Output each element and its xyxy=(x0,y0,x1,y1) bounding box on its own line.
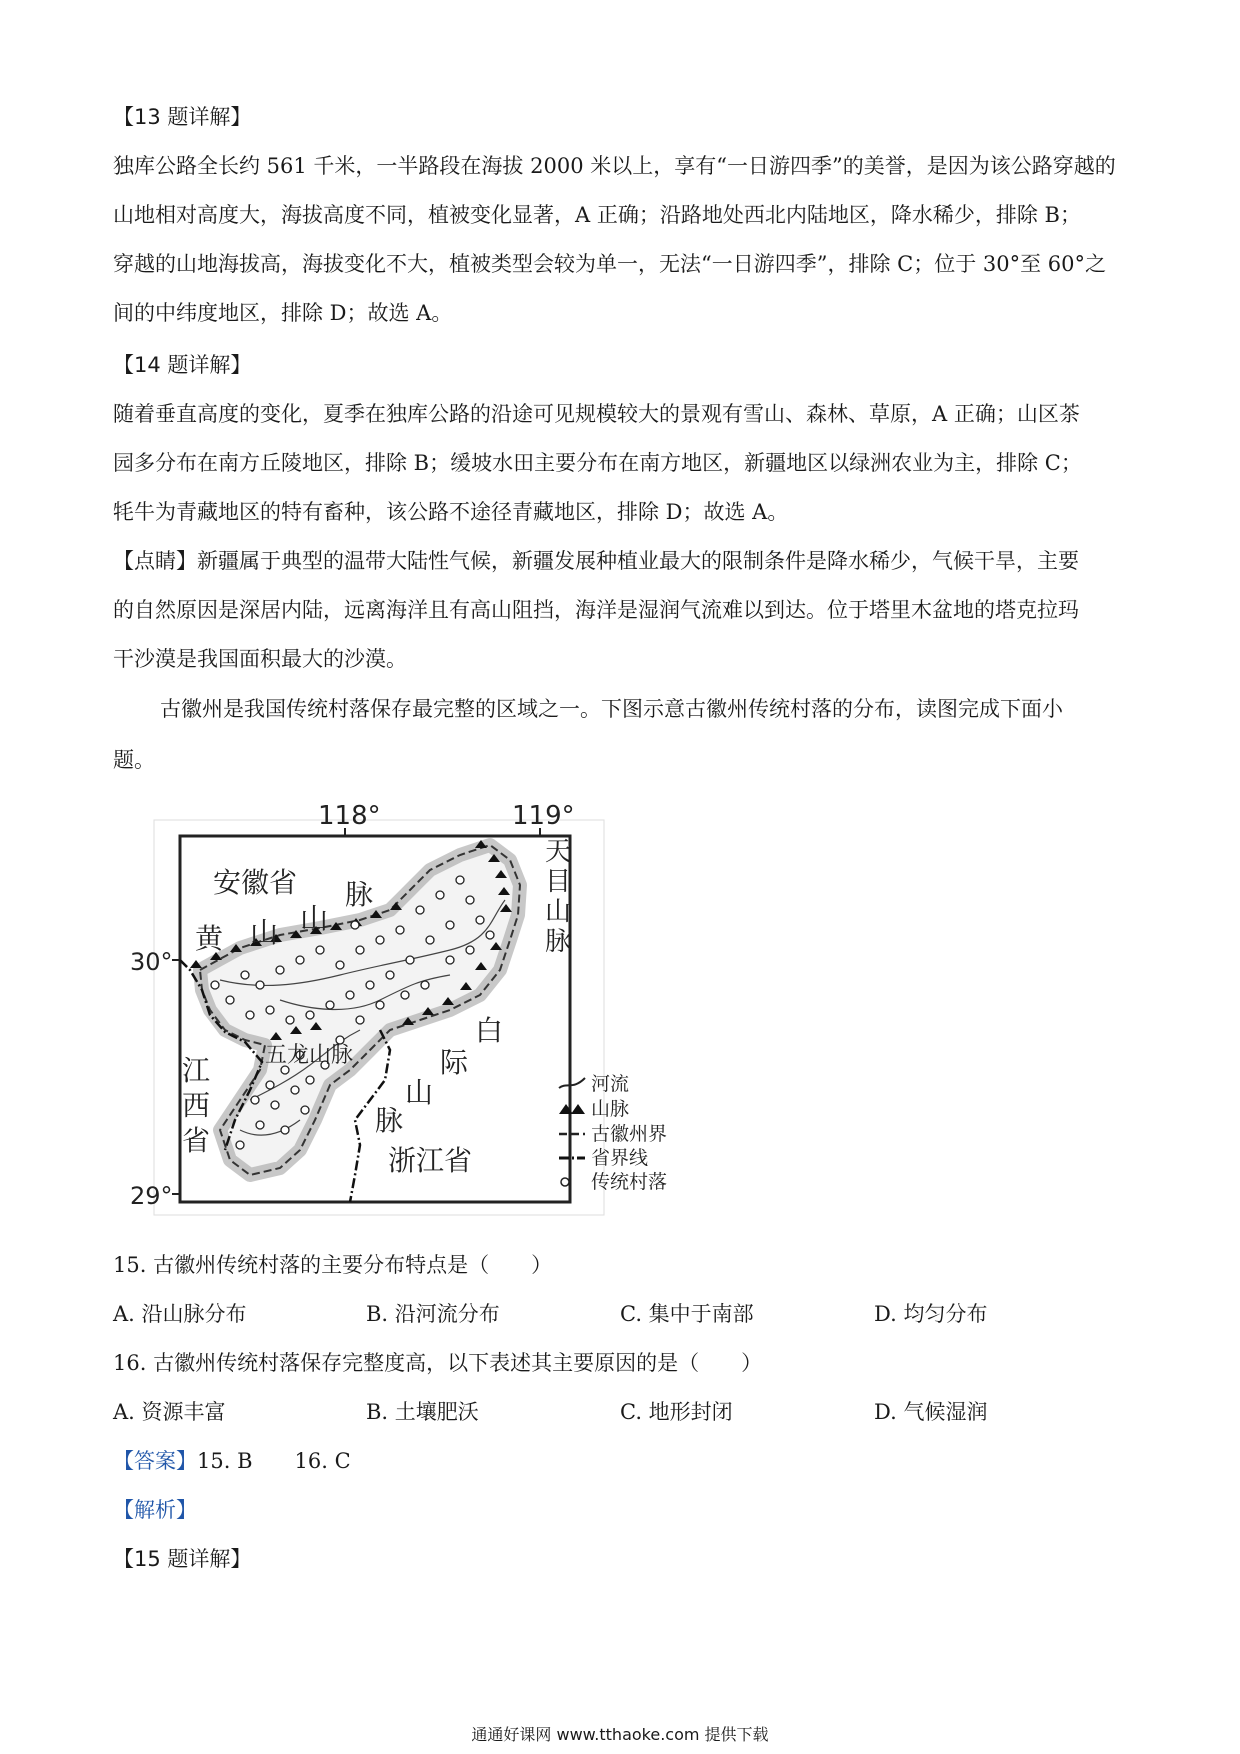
answer-text: 15. B 16. C xyxy=(197,1449,351,1473)
dianjing-line-3: 干沙漠是我国面积最大的沙漠。 xyxy=(113,647,407,671)
label-huangshan-2: 山 xyxy=(250,916,279,949)
answer-line xyxy=(113,1446,351,1476)
q13-line-2: 山地相对高度大，海拔高度不同，植被变化显著，A 正确；沿路地处西北内陆地区，降水稀少，排除 B； xyxy=(113,203,1081,227)
answer-label: 【答案】 xyxy=(113,1449,197,1473)
q13-line-3: 穿越的山地海拔高，海拔变化不大，植被类型会较为单一，无法“一日游四季”，排除 C；位于 30°至 60°之 xyxy=(113,252,1107,276)
q16-stem: 16. 古徽州传统村落保存完整度高，以下表述其主要原因的是（ ） xyxy=(113,1351,763,1375)
analysis-label: 【解析】 xyxy=(113,1498,197,1522)
lat-label-29: 29° xyxy=(130,1182,173,1210)
label-tianmu-4: 脉 xyxy=(545,927,572,957)
label-tianmu-2: 目 xyxy=(545,867,572,897)
q15-option-c[interactable]: C. 集中于南部 xyxy=(620,1302,754,1326)
q16-option-c[interactable]: C. 地形封闭 xyxy=(620,1400,733,1424)
dianjing-label: 【点睛】 xyxy=(113,549,197,573)
legend-mountain: 山脉 xyxy=(591,1098,630,1120)
q13-line-4: 间的中纬度地区，排除 D；故选 A。 xyxy=(113,301,453,325)
intro-line-2: 题。 xyxy=(113,748,155,772)
dianjing-line-2: 的自然原因是深居内陆，远离海洋且有高山阻挡，海洋是湿润气流难以到达。位于塔里木盆地的塔克拉玛 xyxy=(113,598,1079,622)
label-tianmu-3: 山 xyxy=(545,897,572,927)
q15-stem: 15. 古徽州传统村落的主要分布特点是（ ） xyxy=(113,1253,553,1277)
label-jiangxi-1: 江 xyxy=(182,1054,211,1087)
q14-line-1: 随着垂直高度的变化，夏季在独库公路的沿途可见规模较大的景观有雪山、森林、草原，A 正确；山区茶 xyxy=(113,402,1080,426)
lon-label-118: 118° xyxy=(318,801,381,831)
q13-line-1: 独库公路全长约 561 千米，一半路段在海拔 2000 米以上，享有“一日游四季”的美誉，是因为该公路穿越的 xyxy=(113,154,1116,178)
legend-river-symbol xyxy=(559,1078,585,1088)
legend-river: 河流 xyxy=(591,1073,630,1095)
intro-line-1: 古徽州是我国传统村落保存最完整的区域之一。下图示意古徽州传统村落的分布，读图完成下面小 xyxy=(160,697,1063,721)
q15-option-d[interactable]: D. 均匀分布 xyxy=(874,1302,988,1326)
q14-line-2: 园多分布在南方丘陵地区，排除 B；缓坡水田主要分布在南方地区，新疆地区以绿洲农业为主，排除 C； xyxy=(113,451,1082,475)
q14-heading: 【14 题详解】 xyxy=(113,353,252,377)
q16-option-a[interactable]: A. 资源丰富 xyxy=(113,1400,226,1424)
q16-option-b[interactable]: B. 土壤肥沃 xyxy=(366,1400,479,1424)
label-anhui: 安徽省 xyxy=(213,866,298,899)
label-jiangxi-2: 西 xyxy=(182,1089,211,1122)
legend-mountain-symbol xyxy=(559,1104,585,1114)
label-jiangxi-3: 省 xyxy=(182,1124,211,1157)
q13-heading: 【13 题详解】 xyxy=(113,105,252,129)
legend-village: 传统村落 xyxy=(591,1171,668,1193)
label-huangshan-4: 脉 xyxy=(345,878,374,911)
huizhou-village-map xyxy=(130,800,620,1220)
label-baiji-4: 脉 xyxy=(375,1104,404,1137)
dianjing-line-1 xyxy=(113,546,1079,576)
lat-label-30: 30° xyxy=(130,948,173,976)
label-wulong: 五龙山脉 xyxy=(265,1043,354,1068)
legend-province: 省界线 xyxy=(591,1147,649,1169)
q14-line-3: 牦牛为青藏地区的特有畜种，该公路不途径青藏地区，排除 D；故选 A。 xyxy=(113,500,789,524)
label-baiji-2: 际 xyxy=(440,1046,469,1079)
label-huangshan-1: 黄 xyxy=(195,922,224,955)
legend-boundary: 古徽州界 xyxy=(591,1123,668,1145)
dianjing-text-1: 新疆属于典型的温带大陆性气候，新疆发展种植业最大的限制条件是降水稀少，气候干旱，主要 xyxy=(197,549,1079,573)
label-zhejiang: 浙江省 xyxy=(388,1144,473,1177)
label-baiji-3: 山 xyxy=(405,1076,434,1109)
map-legend xyxy=(555,1070,715,1210)
q16-option-d[interactable]: D. 气候湿润 xyxy=(874,1400,988,1424)
label-tianmu-1: 天 xyxy=(545,837,572,867)
q15-option-a[interactable]: A. 沿山脉分布 xyxy=(113,1302,247,1326)
label-baiji-1: 白 xyxy=(475,1014,504,1047)
label-huangshan-3: 山 xyxy=(300,902,329,935)
legend-village-symbol xyxy=(561,1178,569,1186)
q15-detail-heading: 【15 题详解】 xyxy=(113,1547,252,1571)
q15-option-b[interactable]: B. 沿河流分布 xyxy=(366,1302,500,1326)
page-footer[interactable]: 通通好课网 www.tthaoke.com 提供下载 xyxy=(471,1725,769,1744)
lon-label-119: 119° xyxy=(512,801,575,831)
